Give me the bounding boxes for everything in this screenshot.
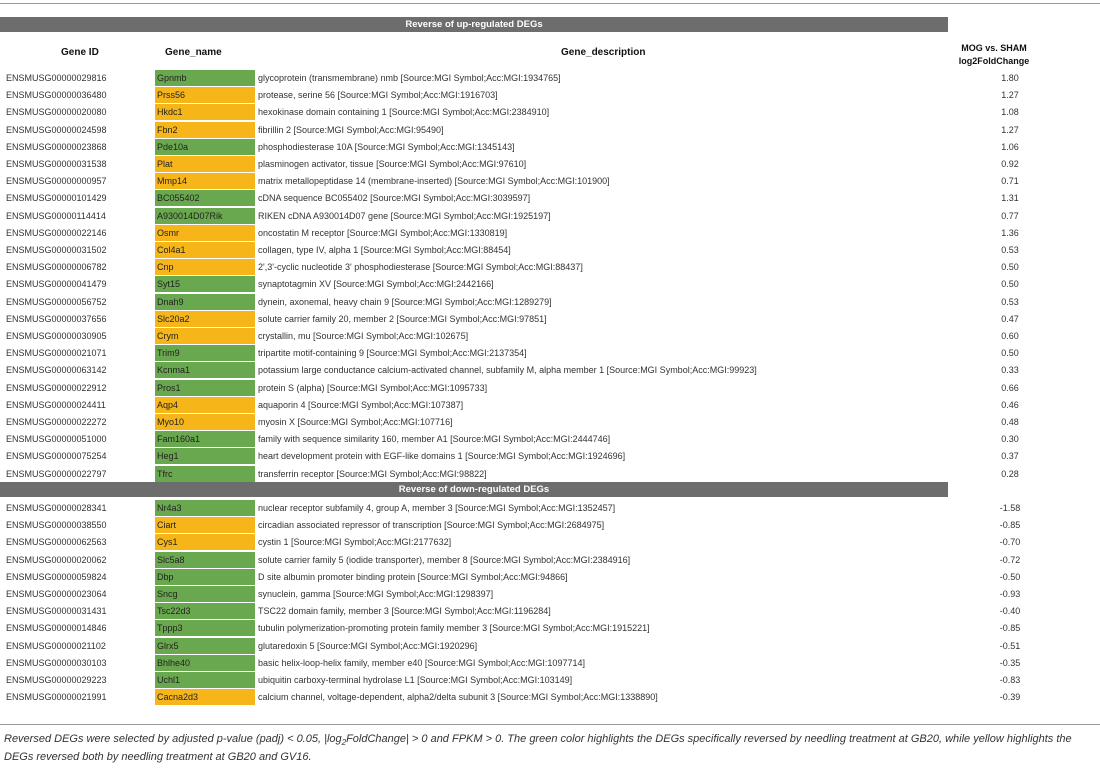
gene-id-cell: ENSMUSG00000024598 xyxy=(6,124,107,135)
gene-name-cell: Myo10 xyxy=(155,414,255,430)
gene-id-cell: ENSMUSG00000020080 xyxy=(6,107,107,118)
table-row xyxy=(0,672,1100,689)
gene-description-cell: ubiquitin carboxy-terminal hydrolase L1 [Source:MGI Symbol;Acc:MGI:103149] xyxy=(258,675,573,685)
gene-description-cell: collagen, type IV, alpha 1 [Source:MGI Symbol;Acc:MGI:88454] xyxy=(258,245,511,255)
log2foldchange-cell: 1.80 xyxy=(1001,73,1019,83)
gene-description-cell: fibrillin 2 [Source:MGI Symbol;Acc:MGI:95490] xyxy=(258,124,444,135)
table-bottom-rule xyxy=(0,724,1100,725)
gene-id-cell: ENSMUSG00000114414 xyxy=(6,210,106,221)
table-row xyxy=(0,431,1100,448)
gene-description-cell: dynein, axonemal, heavy chain 9 [Source:MGI Symbol;Acc:MGI:1289279] xyxy=(258,296,552,307)
log2foldchange-cell: -0.51 xyxy=(999,640,1021,651)
log2foldchange-cell: -0.50 xyxy=(999,571,1021,582)
gene-name-cell: Tppp3 xyxy=(155,620,255,636)
table-row xyxy=(0,517,1100,534)
gene-description-cell: crystallin, mu [Source:MGI Symbol;Acc:MGI:102675] xyxy=(258,331,469,341)
log2foldchange-cell: -0.40 xyxy=(999,606,1021,617)
gene-id-cell: ENSMUSG00000075254 xyxy=(6,451,107,462)
gene-name-cell: Ciart xyxy=(155,517,255,533)
log2foldchange-cell: 0.92 xyxy=(1001,159,1019,169)
gene-description-cell: calcium channel, voltage-dependent, alpha2/delta subunit 3 [Source:MGI Symbol;Acc:MGI:1338890] xyxy=(258,692,658,703)
log2foldchange-cell: 1.36 xyxy=(1001,227,1019,238)
column-header-log2foldchange: log2FoldChange xyxy=(958,56,1030,66)
table-row xyxy=(0,173,1100,190)
gene-name-cell: Fbn2 xyxy=(155,122,255,138)
log2foldchange-cell: 0.50 xyxy=(1001,279,1019,290)
gene-description-cell: solute carrier family 20, member 2 [Source:MGI Symbol;Acc:MGI:97851] xyxy=(258,313,547,324)
column-header-gene-name: Gene_name xyxy=(165,47,222,58)
gene-name-cell: Gpnmb xyxy=(155,70,255,86)
table-row xyxy=(0,345,1100,362)
log2foldchange-cell: 0.50 xyxy=(1001,262,1019,273)
gene-id-cell: ENSMUSG00000031502 xyxy=(6,245,107,255)
gene-name-cell: Tfrc xyxy=(155,466,255,482)
log2foldchange-cell: 0.30 xyxy=(1001,434,1019,445)
table-row xyxy=(0,397,1100,414)
log2foldchange-cell: -0.83 xyxy=(999,675,1021,685)
gene-name-cell: Cys1 xyxy=(155,534,255,550)
gene-description-cell: synaptotagmin XV [Source:MGI Symbol;Acc:MGI:2442166] xyxy=(258,279,494,290)
gene-id-cell: ENSMUSG00000037656 xyxy=(6,313,107,324)
gene-name-cell: Osmr xyxy=(155,225,255,241)
table-row xyxy=(0,534,1100,551)
gene-id-cell: ENSMUSG00000022272 xyxy=(6,417,107,427)
log2foldchange-cell: 1.08 xyxy=(1001,107,1019,118)
table-row xyxy=(0,225,1100,242)
log2foldchange-cell: 0.71 xyxy=(1001,176,1019,187)
table-row xyxy=(0,552,1100,569)
gene-description-cell: protease, serine 56 [Source:MGI Symbol;Acc:MGI:1916703] xyxy=(258,90,498,101)
gene-id-cell: ENSMUSG00000022797 xyxy=(6,468,107,479)
table-row xyxy=(0,603,1100,620)
gene-description-cell: cystin 1 [Source:MGI Symbol;Acc:MGI:2177632] xyxy=(258,537,452,548)
gene-name-cell: Slc20a2 xyxy=(155,311,255,327)
gene-id-cell: ENSMUSG00000056752 xyxy=(6,296,107,307)
gene-id-cell: ENSMUSG00000021102 xyxy=(6,640,106,651)
table-row xyxy=(0,242,1100,259)
gene-description-cell: hexokinase domain containing 1 [Source:MGI Symbol;Acc:MGI:2384910] xyxy=(258,107,550,118)
gene-id-cell: ENSMUSG00000029223 xyxy=(6,675,107,685)
log2foldchange-cell: -0.39 xyxy=(999,692,1021,703)
gene-name-cell: BC055402 xyxy=(155,190,255,206)
column-header-comparison: MOG vs. SHAM xyxy=(961,43,1027,53)
table-row xyxy=(0,689,1100,706)
gene-id-cell: ENSMUSG00000029816 xyxy=(6,73,107,83)
gene-id-cell: ENSMUSG00000023064 xyxy=(6,589,107,599)
gene-id-cell: ENSMUSG00000006782 xyxy=(6,262,107,273)
table-row xyxy=(0,294,1100,311)
column-header-gene-description: Gene_description xyxy=(561,47,646,58)
gene-name-cell: Nr4a3 xyxy=(155,500,255,516)
table-top-rule xyxy=(0,3,1100,4)
gene-name-cell: Prss56 xyxy=(155,87,255,103)
log2foldchange-cell: -0.70 xyxy=(999,537,1021,548)
table-row xyxy=(0,448,1100,465)
column-header-fold-change xyxy=(948,42,1040,68)
gene-id-cell: ENSMUSG00000101429 xyxy=(6,193,107,204)
caption-subscript: 2 xyxy=(341,738,347,748)
gene-description-cell: D site albumin promoter binding protein [Source:MGI Symbol;Acc:MGI:94866] xyxy=(258,571,568,582)
gene-name-cell: Tsc22d3 xyxy=(155,603,255,619)
gene-name-cell: Dnah9 xyxy=(155,294,255,310)
log2foldchange-cell: 1.27 xyxy=(1001,90,1019,101)
gene-description-cell: basic helix-loop-helix family, member e40 [Source:MGI Symbol;Acc:MGI:1097714] xyxy=(258,657,585,668)
log2foldchange-cell: -0.93 xyxy=(999,589,1021,599)
gene-id-cell: ENSMUSG00000022912 xyxy=(6,382,107,393)
gene-name-cell: Plat xyxy=(155,156,255,172)
gene-name-cell: Aqp4 xyxy=(155,397,255,413)
gene-id-cell: ENSMUSG00000030905 xyxy=(6,331,107,341)
gene-name-cell: Mmp14 xyxy=(155,173,255,189)
log2foldchange-cell: 0.66 xyxy=(1001,382,1019,393)
log2foldchange-cell: 0.28 xyxy=(1001,468,1019,479)
gene-description-cell: TSC22 domain family, member 3 [Source:MGI Symbol;Acc:MGI:1196284] xyxy=(258,606,551,617)
table-row xyxy=(0,414,1100,431)
gene-description-cell: 2',3'-cyclic nucleotide 3' phosphodiesterase [Source:MGI Symbol;Acc:MGI:88437] xyxy=(258,262,583,273)
caption-text-part2: FoldChange| > 0 and FPKM > 0. The green color highlights the DEGs specifically reversed by needling treatment at GB20, while yellow highlights the DEGs reversed both by needling treatment at GB20 and GV16. xyxy=(4,733,1072,764)
gene-description-cell: synuclein, gamma [Source:MGI Symbol;Acc:MGI:1298397] xyxy=(258,589,494,599)
gene-id-cell: ENSMUSG00000059824 xyxy=(6,571,107,582)
log2foldchange-cell: 0.48 xyxy=(1001,417,1019,427)
gene-name-cell: Pde10a xyxy=(155,139,255,155)
table-row xyxy=(0,259,1100,276)
gene-id-cell: ENSMUSG00000038550 xyxy=(6,520,107,531)
table-row xyxy=(0,655,1100,672)
log2foldchange-cell: 0.46 xyxy=(1001,399,1019,410)
gene-description-cell: circadian associated repressor of transcription [Source:MGI Symbol;Acc:MGI:2684975] xyxy=(258,520,605,531)
gene-description-cell: tubulin polymerization-promoting protein family member 3 [Source:MGI Symbol;Acc:MGI:1915221] xyxy=(258,623,650,634)
table-row xyxy=(0,122,1100,139)
gene-name-cell: Sncg xyxy=(155,586,255,602)
gene-id-cell: ENSMUSG00000063142 xyxy=(6,365,107,376)
gene-name-cell: Cacna2d3 xyxy=(155,689,255,705)
gene-description-cell: tripartite motif-containing 9 [Source:MGI Symbol;Acc:MGI:2137354] xyxy=(258,348,527,359)
gene-id-cell: ENSMUSG00000000957 xyxy=(6,176,107,187)
table-caption xyxy=(4,732,1098,765)
gene-id-cell: ENSMUSG00000051000 xyxy=(6,434,107,445)
table-row xyxy=(0,328,1100,345)
gene-name-cell: Heg1 xyxy=(155,448,255,464)
gene-id-cell: ENSMUSG00000014846 xyxy=(6,623,107,634)
gene-name-cell: Kcnma1 xyxy=(155,362,255,378)
gene-description-cell: matrix metallopeptidase 14 (membrane-inserted) [Source:MGI Symbol;Acc:MGI:101900] xyxy=(258,176,610,187)
gene-name-cell: Fam160a1 xyxy=(155,431,255,447)
table-row xyxy=(0,311,1100,328)
table-row xyxy=(0,638,1100,655)
log2foldchange-cell: -0.85 xyxy=(999,623,1021,634)
table-row xyxy=(0,569,1100,586)
gene-name-cell: Cnp xyxy=(155,259,255,275)
table-row xyxy=(0,466,1100,483)
gene-name-cell: Pros1 xyxy=(155,380,255,396)
table-row xyxy=(0,208,1100,225)
gene-description-cell: family with sequence similarity 160, member A1 [Source:MGI Symbol;Acc:MGI:2444746] xyxy=(258,434,611,445)
gene-description-cell: glutaredoxin 5 [Source:MGI Symbol;Acc:MGI:1920296] xyxy=(258,640,478,651)
gene-name-cell: Col4a1 xyxy=(155,242,255,258)
table-row xyxy=(0,276,1100,293)
gene-id-cell: ENSMUSG00000021991 xyxy=(6,692,107,703)
table-row xyxy=(0,380,1100,397)
gene-name-cell: Slc5a8 xyxy=(155,552,255,568)
column-header-gene-id: Gene ID xyxy=(61,47,99,58)
gene-name-cell: Bhlhe40 xyxy=(155,655,255,671)
gene-description-cell: heart development protein with EGF-like domains 1 [Source:MGI Symbol;Acc:MGI:1924696] xyxy=(258,451,626,462)
gene-name-cell: A930014D07Rik xyxy=(155,208,255,224)
gene-id-cell: ENSMUSG00000062563 xyxy=(6,537,107,548)
table-row xyxy=(0,87,1100,104)
gene-description-cell: aquaporin 4 [Source:MGI Symbol;Acc:MGI:107387] xyxy=(258,399,464,410)
gene-description-cell: nuclear receptor subfamily 4, group A, member 3 [Source:MGI Symbol;Acc:MGI:1352457] xyxy=(258,503,616,513)
gene-description-cell: RIKEN cDNA A930014D07 gene [Source:MGI Symbol;Acc:MGI:1925197] xyxy=(258,210,551,221)
gene-id-cell: ENSMUSG00000021071 xyxy=(6,348,107,359)
table-row xyxy=(0,139,1100,156)
log2foldchange-cell: -0.85 xyxy=(999,520,1021,531)
log2foldchange-cell: 0.60 xyxy=(1001,331,1019,341)
section-header-up-regulated: Reverse of up-regulated DEGs xyxy=(0,17,948,32)
gene-name-cell: Crym xyxy=(155,328,255,344)
gene-id-cell: ENSMUSG00000020062 xyxy=(6,554,107,565)
log2foldchange-cell: 1.31 xyxy=(1001,193,1019,204)
table-row xyxy=(0,190,1100,207)
gene-id-cell: ENSMUSG00000028341 xyxy=(6,503,107,513)
section-header-down-regulated: Reverse of down-regulated DEGs xyxy=(0,482,948,497)
gene-id-cell: ENSMUSG00000024411 xyxy=(6,399,106,410)
table-row xyxy=(0,156,1100,173)
gene-id-cell: ENSMUSG00000036480 xyxy=(6,90,107,101)
log2foldchange-cell: 0.53 xyxy=(1001,296,1019,307)
log2foldchange-cell: 1.06 xyxy=(1001,141,1019,152)
gene-description-cell: oncostatin M receptor [Source:MGI Symbol;Acc:MGI:1330819] xyxy=(258,227,508,238)
gene-description-cell: phosphodiesterase 10A [Source:MGI Symbol;Acc:MGI:1345143] xyxy=(258,141,515,152)
log2foldchange-cell: -0.35 xyxy=(999,657,1021,668)
log2foldchange-cell: 0.37 xyxy=(1001,451,1019,462)
table-row xyxy=(0,362,1100,379)
log2foldchange-cell: 1.27 xyxy=(1001,124,1019,135)
gene-description-cell: protein S (alpha) [Source:MGI Symbol;Acc:MGI:1095733] xyxy=(258,382,488,393)
log2foldchange-cell: -0.72 xyxy=(999,554,1021,565)
gene-description-cell: plasminogen activator, tissue [Source:MGI Symbol;Acc:MGI:97610] xyxy=(258,159,527,169)
log2foldchange-cell: 0.47 xyxy=(1001,313,1019,324)
gene-description-cell: glycoprotein (transmembrane) nmb [Source:MGI Symbol;Acc:MGI:1934765] xyxy=(258,73,561,83)
caption-text-part1: Reversed DEGs were selected by adjusted p-value (padj) < 0.05, |log xyxy=(4,733,342,745)
gene-name-cell: Dbp xyxy=(155,569,255,585)
gene-name-cell: Uchl1 xyxy=(155,672,255,688)
gene-id-cell: ENSMUSG00000030103 xyxy=(6,657,107,668)
gene-id-cell: ENSMUSG00000031431 xyxy=(6,606,107,617)
gene-description-cell: myosin X [Source:MGI Symbol;Acc:MGI:107716] xyxy=(258,417,453,427)
gene-name-cell: Glrx5 xyxy=(155,638,255,654)
table-row xyxy=(0,104,1100,121)
log2foldchange-cell: 0.50 xyxy=(1001,348,1019,359)
log2foldchange-cell: 0.53 xyxy=(1001,245,1019,255)
gene-name-cell: Syt15 xyxy=(155,276,255,292)
log2foldchange-cell: -1.58 xyxy=(999,503,1021,513)
gene-id-cell: ENSMUSG00000031538 xyxy=(6,159,107,169)
log2foldchange-cell: 0.77 xyxy=(1001,210,1019,221)
table-row xyxy=(0,70,1100,87)
table-row xyxy=(0,500,1100,517)
gene-id-cell: ENSMUSG00000041479 xyxy=(6,279,107,290)
gene-id-cell: ENSMUSG00000022146 xyxy=(6,227,107,238)
log2foldchange-cell: 0.33 xyxy=(1001,365,1019,376)
gene-name-cell: Hkdc1 xyxy=(155,104,255,120)
gene-id-cell: ENSMUSG00000023868 xyxy=(6,141,107,152)
gene-description-cell: transferrin receptor [Source:MGI Symbol;Acc:MGI:98822] xyxy=(258,468,487,479)
gene-description-cell: potassium large conductance calcium-activated channel, subfamily M, alpha member 1 [Source:MGI Symbol;Acc:MGI:99923] xyxy=(258,365,757,376)
gene-description-cell: solute carrier family 5 (iodide transporter), member 8 [Source:MGI Symbol;Acc:MGI:2384916] xyxy=(258,554,631,565)
gene-description-cell: cDNA sequence BC055402 [Source:MGI Symbol;Acc:MGI:3039597] xyxy=(258,193,531,204)
table-row xyxy=(0,586,1100,603)
table-row xyxy=(0,620,1100,637)
gene-name-cell: Trim9 xyxy=(155,345,255,361)
